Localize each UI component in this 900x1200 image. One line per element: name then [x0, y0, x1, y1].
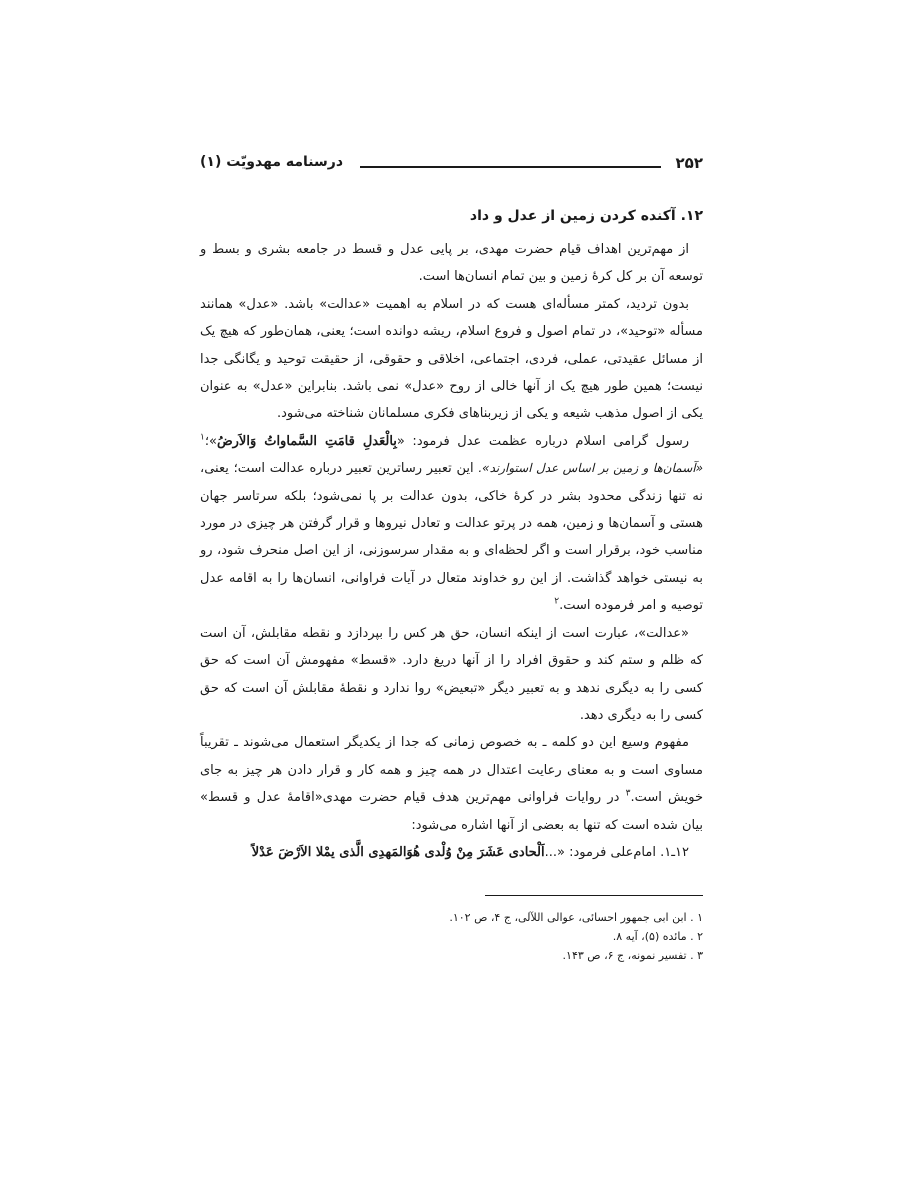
paragraph-3 — [200, 428, 703, 620]
book-title: درسنامه مهدویّت (۱) — [200, 154, 344, 170]
hadith-text: بِالْعَدلِ قامَتِ السَّماواتُ وَالاَرضُ — [216, 433, 397, 449]
paragraph-2: بدون تردید، کمتر مسأله‌ای هست که در اسلام به اهمیت «عدالت» باشد. «عدل» همانند مسأله «توحید»، در تمام اصول و فروع اسلام، ریشه دوانده است؛ یعنی، همان‌طور که هیچ یک از مسائل عقیدتی، عملی، فردی، اجتماعی، اخلاقی و حقوقی، از حقیقت توحید و یگانگی جدا نیست؛ همین طور هیچ یک از آنها خالی از روح «عدل» نمی باشد. بنابراین «عدل» به عنوان یکی از اصول مذهب شیعه و یکی از زیربناهای فکری مسلمانان شناخته می‌شود. — [200, 296, 703, 422]
footnote-3: ۳ . تفسیر نمونه، ج ۶، ص ۱۴۳. — [562, 949, 703, 962]
page-header — [200, 152, 703, 178]
paragraph-5-end: در روایات فراوانی مهم‌ترین هدف قیام حضرت مهدی«اقامهٔ عدل و قسط» بیان شده است که تنها به بعضی از آنها اشاره می‌شود: — [200, 790, 703, 833]
footnote-rule — [485, 895, 703, 896]
paragraph-5-start: مفهوم وسیع این دو کلمه ـ به خصوص زمانی که جدا از یکدیگر استعمال می‌شوند ـ تقریباً مساوی است و به معنای رعایت اعتدال در همه چیز و همه کار و قرار دادن هر چیز به جای خویش است. — [200, 735, 704, 806]
footnote-ref-2: ۲ — [554, 596, 560, 607]
paragraph-5 — [200, 729, 703, 839]
footnotes — [200, 895, 703, 965]
paragraph-4: «عدالت»، عبارت است از اینکه انسان، حق هر کس را بپردازد و نقطه مقابلش، آن است که ظلم و ستم کند و حقوق افراد را از آنها دریغ دارد. «قسط» مفهومش آن است که حق کسی را به دیگری ندهد و به تعبیر دیگر «تبعیض» روا ندارد و نقطهٔ مقابلش آن است که حق کسی را به دیگری دهد. — [200, 625, 703, 723]
section-heading: ۱۲. آکنده کردن زمین از عدل و داد — [469, 208, 703, 224]
header-rule — [360, 166, 661, 168]
footnote-ref-3: ۳ — [625, 788, 631, 799]
footnote-1: ۱ . ابن ابی جمهور احسائی، عوالی اللآلی، ج ۴، ص ۱۰۲. — [449, 911, 703, 924]
main-text — [200, 202, 703, 866]
quote-close: »؛ — [204, 433, 217, 449]
hadith-translation: «آسمان‌ها و زمین بر اساس عدل استوارند». — [478, 461, 703, 476]
paragraph-6 — [200, 839, 703, 866]
footnote-2: ۲ . مائده (۵)، آیه ۸. — [612, 930, 703, 943]
hadith-text-2: اَلْحادی عَشَرَ مِنْ وُلْدی هُوَالمَهدِی الَّذی یمْلا الاَرْضَ عَدْلاً — [251, 844, 545, 860]
page-number: ۲۵۲ — [675, 154, 703, 172]
paragraph-6-intro: ۱۲ـ۱. امام‌علی فرمود: «... — [544, 844, 689, 860]
footnote-ref-1: ۱ — [200, 432, 205, 443]
paragraph-3-body: این تعبیر رساترین تعبیر درباره عدالت است؛ یعنی، نه تنها زندگی محدود بشر در کرهٔ خاکی، بدون عدالت بر پا نمی‌شود؛ بلکه سرتاسر جهان هستی و آسمان‌ها و زمین، همه در پرتو عدالت و تعادل نیروها و قرار گرفتن هر چیزی در مورد مناسب خود، برقرار است و اگر لحظه‌ای و به مقدار سرسوزنی، از این اصل منحرف شود، رو به نیستی خواهد گذاشت. از این رو خداوند متعال در آیات فراوانی، انسان‌ها را به اقامه عدل توصیه و امر فرموده است. — [200, 461, 703, 614]
paragraph-1: از مهم‌ترین اهداف قیام حضرت مهدی، بر پایی عدل و قسط در جامعه بشری و بسط و توسعه آن بر کل کرهٔ زمین و بین تمام انسان‌ها است. — [200, 242, 703, 285]
paragraph-3-intro: رسول گرامی اسلام درباره عظمت عدل فرمود: « — [396, 433, 689, 449]
